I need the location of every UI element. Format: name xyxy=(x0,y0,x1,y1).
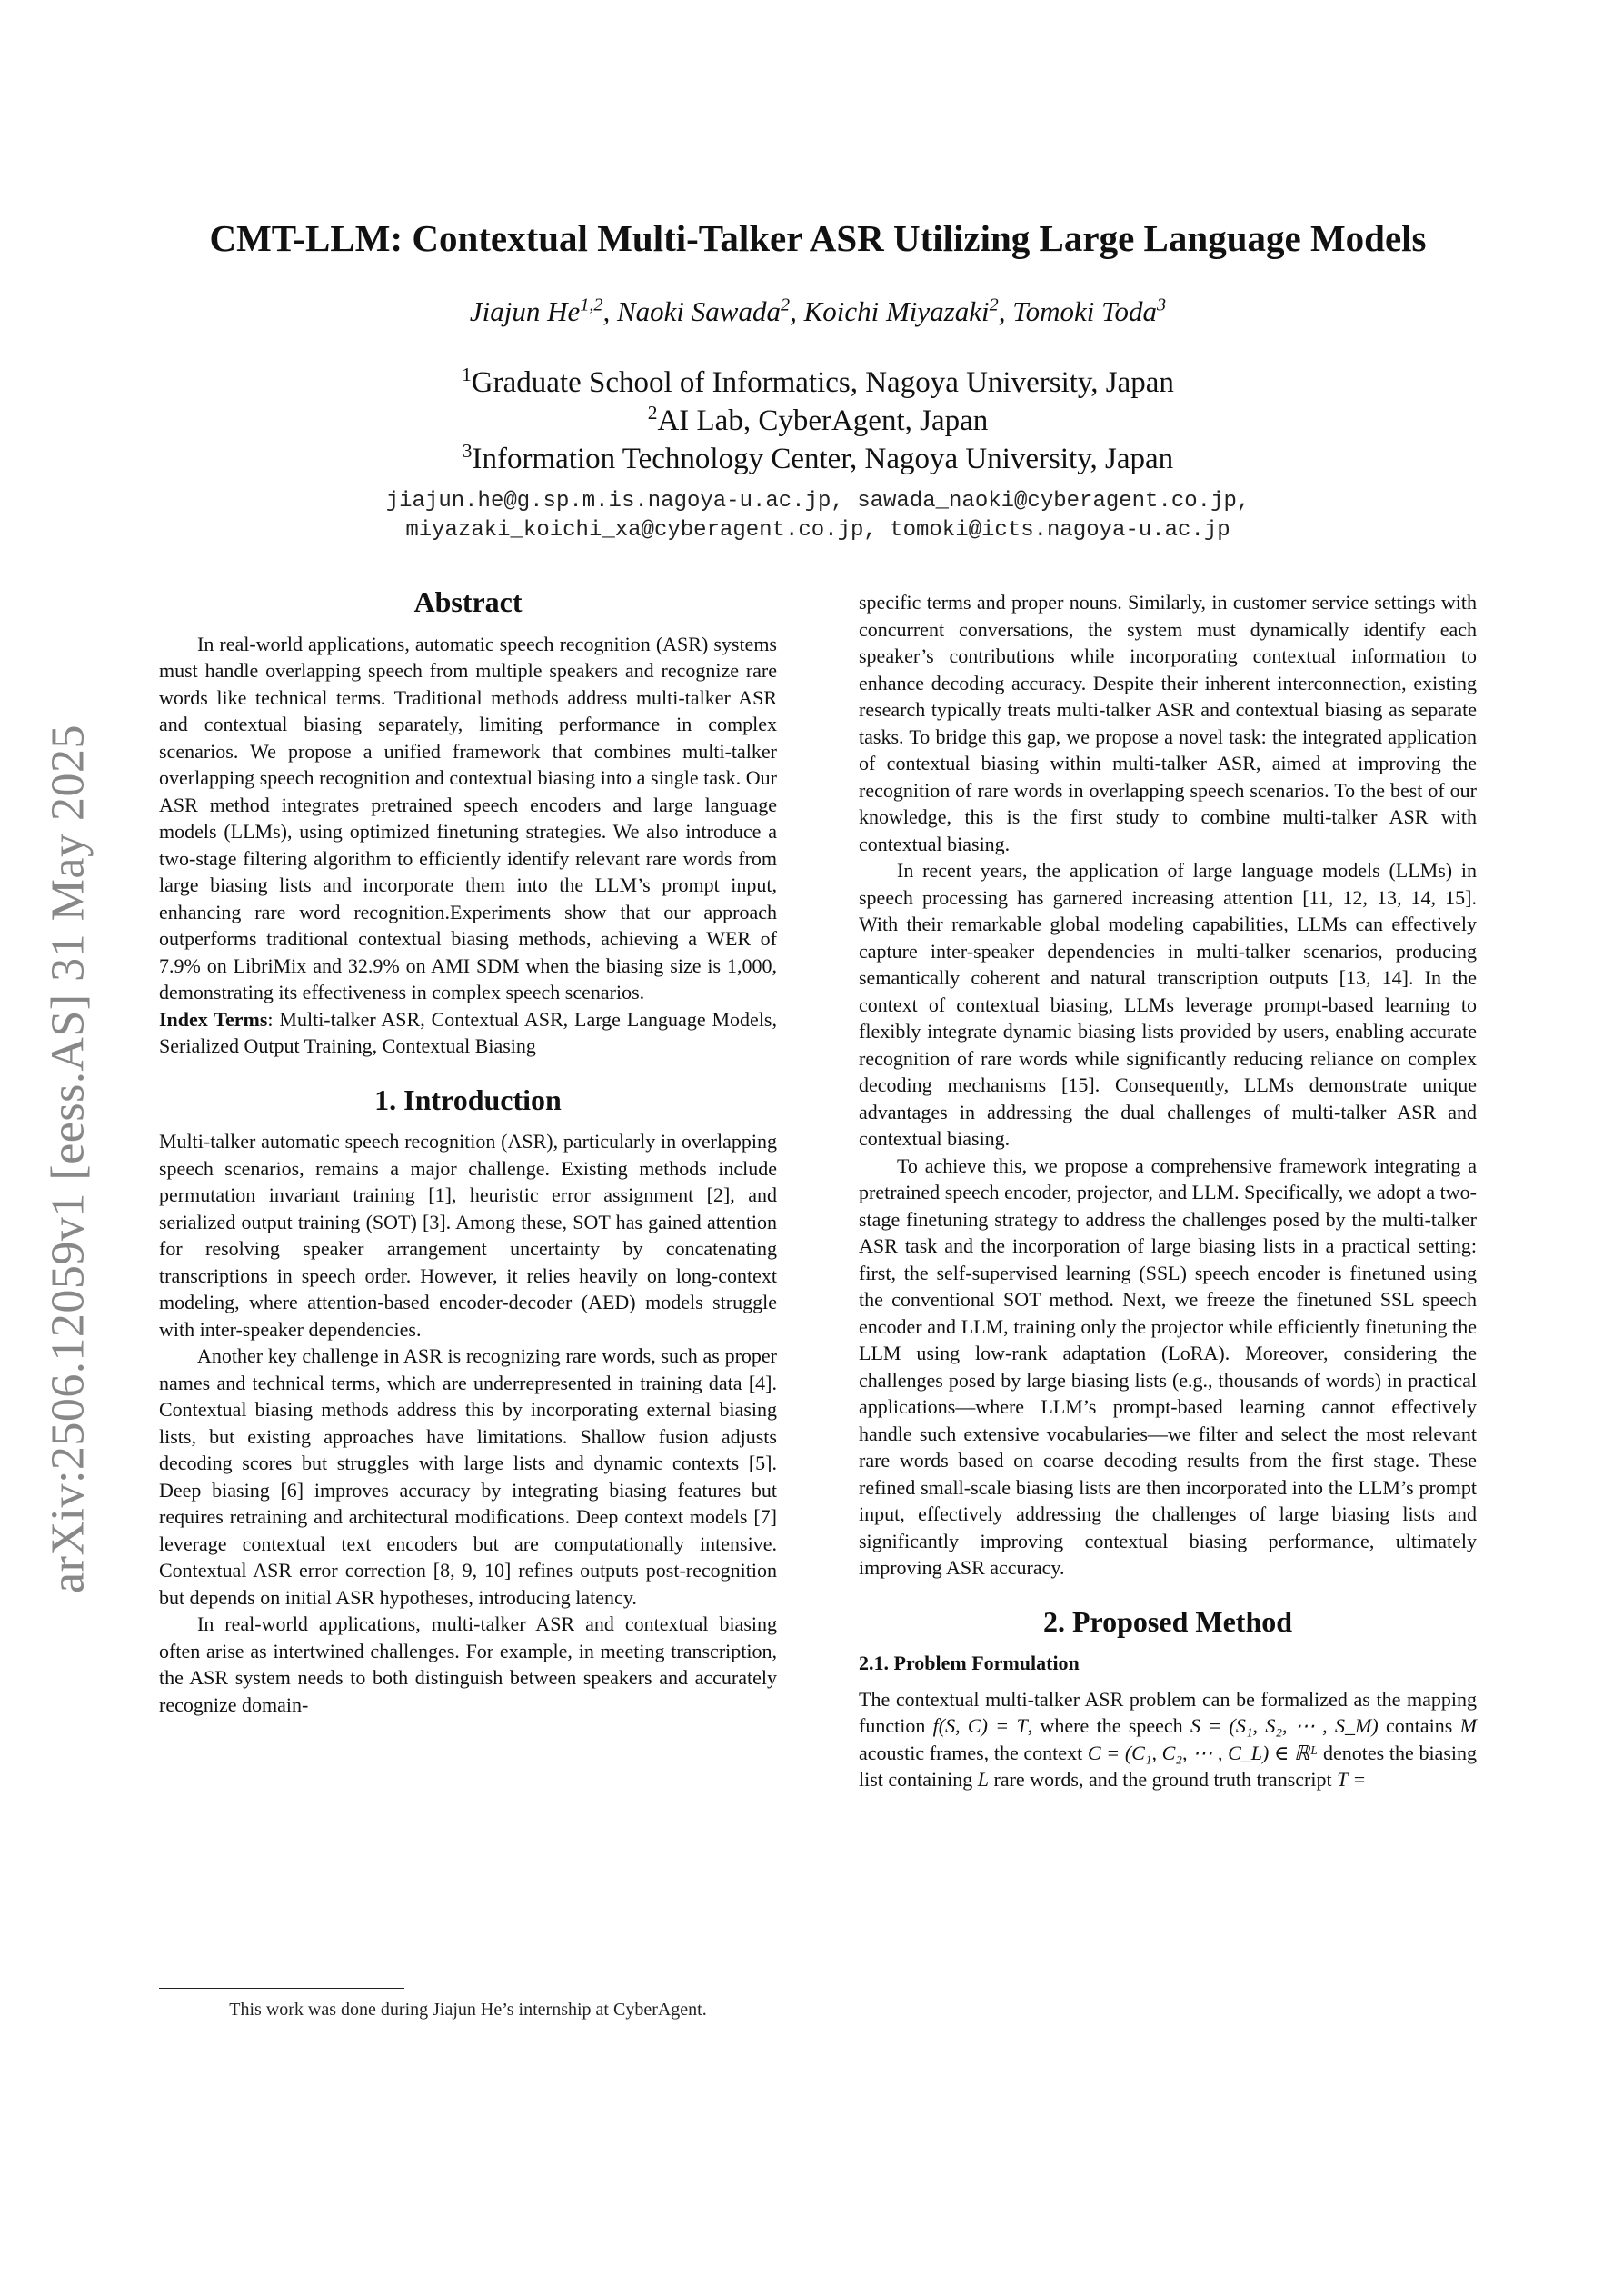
email-line: miyazaki_koichi_xa@cyberagent.co.jp, tomoki@icts.nagoya-u.ac.jp xyxy=(405,518,1230,543)
email-list xyxy=(136,487,1499,545)
index-terms-label: Index Terms xyxy=(159,1007,268,1031)
author: Koichi Miyazaki$^2$, xyxy=(803,294,1013,327)
abstract-text: In real-world applications, automatic speech recognition (ASR) systems must handle overlapping speech from multiple speakers and recognize rare words like technical terms. Traditional methods address multi-talker ASR and contextual biasing separately, limiting performance in complex scenarios. We propose a unified framework that combines multi-talker overlapping speech recognition and contextual biasing into a single task. Our ASR method integrates pretrained speech encoders and large language models (LLMs), using optimized finetuning strategies. We also introduce a two-stage filtering algorithm to efficiently identify relevant rare words from large biasing lists and incorporate them into the LLM’s prompt input, enhancing rare word recognition.Experiments show that our approach outperforms traditional contextual biasing methods, achieving a WER of 7.9% on LibriMix and 32.9% on AMI SDM when the biasing size is 1,000, demonstrating its effectiveness in complex speech scenarios. xyxy=(159,632,777,1003)
abstract-heading: Abstract xyxy=(413,585,523,618)
intro-paragraph-1: Multi-talker automatic speech recognition (ASR), particularly in overlapping speech scenarios, remains a major challenge. Existing methods include permutation invariant training [1], heuristic error assignment [2], and serialized output training (SOT) [3]. Among these, SOT has gained attention for resolving speaker arrangement uncertainty by concatenating transcriptions in speech order. However, it relies heavily on long-context modeling, where attention-based encoder-decoder (AED) models struggle with inter-speaker dependencies. xyxy=(159,1130,777,1341)
affiliation: $^3$Information Technology Center, Nagoya University, Japan xyxy=(462,440,1174,475)
left-column xyxy=(159,585,777,1718)
intro-paragraph-4: In recent years, the application of large language models (LLMs) in speech processing has garnered increasing attention [11, 12, 13, 14, 15]. With their remarkable global modeling capabilities, LLMs can effectively capture inter-speaker dependencies in multi-talker scenarios, producing semantically coherent and natural transcription outputs [13, 14]. In the context of contextual biasing, LLMs leverage prompt-based learning to flexibly integrate dynamic biasing lists provided by users, enabling accurate recognition of rare words while significantly reducing reliance on complex decoding mechanisms [15]. Consequently, LLMs demonstrate unique advantages in addressing the dual challenges of multi-talker ASR and contextual biasing. xyxy=(859,859,1477,1150)
index-terms xyxy=(159,1006,777,1060)
arxiv-identifier: arXiv:2506.12059v1 [eess.AS] 31 May 2025 xyxy=(42,724,95,1593)
affiliation: $^2$AI Lab, CyberAgent, Japan xyxy=(647,402,989,437)
author: Naoki Sawada$^2$, xyxy=(617,294,804,327)
method-paragraph-1: The contextual multi-talker ASR problem can be formalized as the mapping function f(S, C) = T, where the speech S = (S₁, S₂, ⋯ , S_M) contains M acoustic frames, the context C = (C₁, C₂, ⋯ , C_L) ∈ ℝᴸ denotes the biasing list containing L rare words, and the ground truth transcript T = xyxy=(859,1687,1477,1791)
author: Jiajun He$^{1,2}$, xyxy=(469,294,617,327)
affiliation: $^1$Graduate School of Informatics, Nagoya University, Japan xyxy=(462,364,1174,399)
intro-paragraph-5: To achieve this, we propose a comprehensive framework integrating a pretrained speech encoder, projector, and LLM. Specifically, we adopt a two-stage finetuning strategy to address the challenges posed by the multi-talker ASR task and the incorporation of large biasing lists in a practical setting: first, the self-supervised learning (SSL) speech encoder is finetuned using the conventional SOT method. Next, we freeze the finetuned SSL speech encoder and LLM, training only the projector while efficiently finetuning the LLM using low-rank adaptation (LoRA). Moreover, considering the challenges posed by large biasing lists (e.g., thousands of words) in practical applications—where LLM’s prompt-based learning cannot effectively handle such extensive vocabularies—we filter and select the most relevant rare words based on coarse decoding results from the first stage. These refined small-scale biasing lists are then incorporated into the LLM’s prompt input, effectively addressing the challenges of large biasing lists and significantly improving contextual biasing performance, ultimately improving ASR accuracy. xyxy=(859,1153,1477,1579)
arxiv-sidebar xyxy=(18,636,118,1682)
footnote: This work was done during Jiajun He’s internship at CyberAgent. xyxy=(229,2000,707,2020)
paper-title: CMT-LLM: Contextual Multi-Talker ASR Utilizing Large Language Models xyxy=(209,217,1427,259)
affiliations xyxy=(136,364,1499,478)
introduction-heading: 1. Introduction xyxy=(374,1083,562,1116)
index-terms-text: : Multi-talker ASR, Contextual ASR, Large Language Models, Serialized Output Training, Contextual Biasing xyxy=(159,1007,777,1057)
intro-paragraph-3: In real-world applications, multi-talker ASR and contextual biasing often arise as intertwined challenges. For example, in meeting transcription, the ASR system needs to both distinguish between speakers and accurately recognize domain- xyxy=(159,1612,777,1716)
problem-formulation-heading: 2.1. Problem Formulation xyxy=(859,1652,1080,1674)
email-line: jiajun.he@g.sp.m.is.nagoya-u.ac.jp, sawada_naoki@cyberagent.co.jp, xyxy=(385,489,1250,514)
footnote-divider xyxy=(159,1988,404,1989)
intro-paragraph-3-continued: specific terms and proper nouns. Similarly, in customer service settings with concurrent conversations, the system must dynamically identify each speaker’s contributions while incorporating contextual information to enhance decoding accuracy. Despite their inherent interconnection, existing research typically treats multi-talker ASR and contextual biasing as separate tasks. To bridge this gap, we propose a novel task: the integrated application of contextual biasing within multi-talker ASR, aimed at improving the recognition of rare words in overlapping speech scenarios. To the best of our knowledge, this is the first study to combine multi-talker ASR with contextual biasing. xyxy=(859,591,1477,855)
intro-paragraph-2: Another key challenge in ASR is recognizing rare words, such as proper names and technical terms, which are underrepresented in training data [4]. Contextual biasing methods address this by incorporating external biasing lists, but existing approaches have limitations. Shallow fusion adjusts decoding scores but struggles with large lists and dynamic contexts [5]. Deep biasing [6] improves accuracy by integrating biasing features but requires retraining and architectural modifications. Deep context models [7] leverage contextual text encoders but are computationally intensive. Contextual ASR error correction [8, 9, 10] refines outputs post-recognition but depends on initial ASR hypotheses, introducing latency. xyxy=(159,1344,777,1609)
author: Tomoki Toda$^3$ xyxy=(1012,294,1167,327)
right-column xyxy=(859,589,1477,1793)
author-list xyxy=(136,295,1499,328)
method-heading: 2. Proposed Method xyxy=(1042,1604,1293,1638)
